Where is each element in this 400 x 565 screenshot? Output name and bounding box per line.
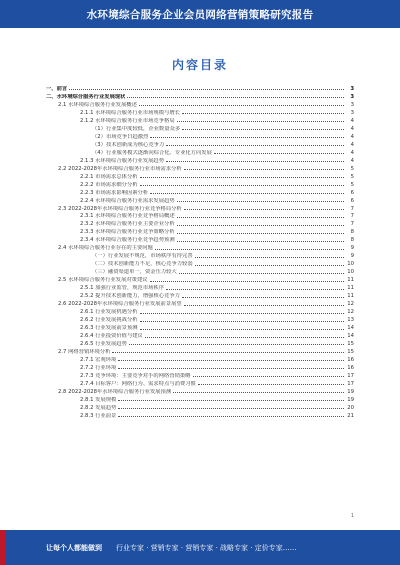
toc-entry-title: （4）行业服务模式逐渐向综合化、专业化方向发展 [92, 149, 212, 156]
toc-entry-title: 2.7.3 竞争环境：主要竞争对手的网络营销策略 [80, 372, 191, 379]
page-number: 1 [350, 513, 354, 519]
toc-dot-leader [118, 360, 344, 361]
toc-dot-leader [155, 249, 344, 250]
toc-dot-leader [118, 408, 344, 409]
toc-entry[interactable] [46, 363, 354, 371]
toc-entry-page: 17 [347, 372, 354, 379]
toc-entry-title: 2.4 水环境综合服务行业存在的主要问题 [58, 245, 153, 252]
toc-entry[interactable] [46, 323, 354, 331]
toc-entry[interactable] [46, 196, 354, 204]
toc-entry-page: 4 [350, 157, 354, 164]
toc-dot-leader [140, 329, 344, 330]
toc-entry-title: 2.8 2022-2028年水环境综合服务行业发展预测 [58, 388, 172, 395]
toc-entry-page: 5 [350, 181, 354, 188]
toc-dot-leader [198, 384, 344, 385]
toc-dot-leader [145, 337, 344, 338]
toc-dot-leader [184, 305, 344, 306]
toc-entry[interactable] [46, 235, 354, 243]
toc-dot-leader [140, 177, 344, 178]
toc-entry-title: 2.2.1 市场需求总体分析 [80, 173, 138, 180]
toc-entry-title: （1）行业集中度较低，企业数量众多 [92, 125, 181, 132]
toc-entry-title: （2）市场竞争日趋激烈 [92, 133, 149, 140]
toc-dot-leader [214, 153, 344, 154]
toc-entry-page: 3 [350, 109, 354, 116]
toc-entry[interactable] [46, 251, 354, 259]
toc-dot-leader [112, 352, 344, 353]
toc-entry[interactable] [46, 100, 354, 108]
toc-dot-leader [184, 169, 344, 170]
toc-entry-title: 2.6.2 行业发展挑战分析 [80, 317, 138, 324]
toc-entry-page: 4 [350, 125, 354, 132]
toc-dot-leader [177, 217, 344, 218]
toc-dot-leader [182, 113, 344, 114]
toc-dot-leader [129, 344, 344, 345]
toc-entry-title: 2.2.4 水环境综合服务行业需求发展趋势 [80, 197, 175, 204]
toc-entry[interactable] [46, 291, 354, 299]
toc-dot-leader [166, 161, 344, 162]
toc-entry[interactable] [46, 315, 354, 323]
toc-entry[interactable] [46, 339, 354, 347]
toc-entry-page: 8 [350, 229, 354, 236]
toc-dot-leader [150, 193, 344, 194]
toc-entry-page: 3 [350, 85, 354, 92]
toc-entry[interactable] [46, 347, 354, 355]
toc-entry[interactable] [46, 204, 354, 212]
toc-entry-page: 10 [347, 269, 354, 276]
toc-entry-page: 12 [347, 301, 354, 308]
toc-entry[interactable] [46, 212, 354, 220]
toc-entry-title: 2.2.3 市场需求影响因素分析 [80, 189, 149, 196]
toc-entry-title: 2.7.2 行业环境 [80, 364, 117, 371]
toc-entry[interactable] [46, 124, 354, 132]
toc-dot-leader [177, 233, 344, 234]
toc-entry-title: 2.1.2 水环境综合服务行业市场竞争格局 [80, 117, 175, 124]
toc-dot-leader [177, 121, 344, 122]
toc-entry[interactable] [46, 148, 354, 156]
toc-entry-title: 2.2 2022-2028年水环境综合服务行业市场需求分析 [58, 165, 182, 172]
toc-entry-title: 2.8.1 发展规模 [80, 396, 117, 403]
toc-entry-title: 2.5.1 加强行业监管，规范市场秩序 [80, 285, 165, 292]
report-title: 水环境综合服务企业会员网络营销策略研究报告 [86, 8, 314, 21]
report-header-bar [0, 0, 400, 28]
toc-entry[interactable] [46, 140, 354, 148]
table-of-contents [46, 84, 354, 419]
toc-entry-page: 19 [347, 396, 354, 403]
toc-entry-page: 6 [350, 189, 354, 196]
toc-entry-page: 13 [347, 317, 354, 324]
toc-entry-title: （3）技术创新成为核心竞争力 [92, 141, 165, 148]
toc-entry[interactable] [46, 84, 354, 92]
toc-entry[interactable] [46, 355, 354, 363]
toc-entry-title: 2.7.1 宏观环境 [80, 356, 117, 363]
toc-entry-page: 19 [347, 388, 354, 395]
toc-entry[interactable] [46, 227, 354, 235]
toc-dot-leader [166, 289, 344, 290]
toc-entry[interactable] [46, 219, 354, 227]
toc-entry-page: 3 [350, 93, 354, 100]
toc-entry-title: （二）技术创新能力不足，核心竞争力较弱 [92, 261, 193, 268]
toc-entry-page: 14 [347, 325, 354, 332]
toc-entry[interactable] [46, 379, 354, 387]
toc-dot-leader [182, 297, 344, 298]
toc-entry[interactable] [46, 403, 354, 411]
toc-entry-title: 2.7.4 目标客户：网络行为、需求特点与消费习惯 [80, 380, 196, 387]
toc-entry-page: 7 [350, 221, 354, 228]
toc-entry[interactable] [46, 387, 354, 395]
toc-entry[interactable] [46, 259, 354, 267]
toc-entry-page: 16 [347, 364, 354, 371]
toc-dot-leader [150, 281, 344, 282]
toc-entry[interactable] [46, 132, 354, 140]
toc-entry-page: 6 [350, 197, 354, 204]
toc-dot-leader [140, 185, 344, 186]
toc-entry-title: 2.6.5 行业发展趋势 [80, 340, 127, 347]
toc-entry-title: 2.5 水环境综合服务行业发展对策建议 [58, 277, 148, 284]
toc-entry-title: 2.5.2 提升技术创新能力，增强核心竞争力 [80, 293, 180, 300]
toc-dot-leader [182, 129, 344, 130]
toc-entry[interactable] [46, 299, 354, 307]
toc-dot-leader [118, 400, 344, 401]
toc-entry[interactable] [46, 275, 354, 283]
toc-entry[interactable] [46, 411, 354, 419]
toc-entry-title: 2.6 2022-2028年水环境综合服务行业发展前景展望 [58, 301, 182, 308]
toc-entry-page: 16 [347, 356, 354, 363]
toc-dot-leader [195, 257, 344, 258]
toc-entry-page: 4 [350, 141, 354, 148]
toc-dot-leader [177, 201, 344, 202]
toc-entry-page: 4 [350, 133, 354, 140]
toc-entry[interactable] [46, 307, 354, 315]
toc-entry-page: 11 [347, 285, 354, 292]
toc-dot-leader [140, 313, 344, 314]
toc-dot-leader [177, 225, 344, 226]
toc-entry-title: 2.2.2 市场需求细分分析 [80, 181, 138, 188]
toc-dot-leader [150, 137, 344, 138]
toc-dot-leader [193, 376, 344, 377]
toc-entry-title: 2.6.3 行业发展前景预测 [80, 325, 138, 332]
toc-entry-page: 15 [347, 348, 354, 355]
toc-dot-leader [173, 392, 344, 393]
toc-entry-title: 2.3 2022-2028年水环境综合服务行业竞争格局分析 [58, 205, 182, 212]
toc-entry-page: 4 [350, 149, 354, 156]
toc-entry-title: 二、水环境综合服务行业发展现状 [46, 93, 126, 100]
toc-entry-page: 8 [350, 237, 354, 244]
toc-dot-leader [166, 145, 344, 146]
toc-entry-page: 5 [350, 165, 354, 172]
toc-dot-leader [118, 416, 344, 417]
toc-entry-title: 2.3.4 水环境综合服务行业竞争趋势预测 [80, 237, 175, 244]
toc-entry-page: 7 [350, 205, 354, 212]
toc-entry-title: 2.8.2 发展趋势 [80, 404, 117, 411]
toc-entry-title: 2.7 网络营销环境分析 [58, 348, 111, 355]
toc-heading: 内容目录 [171, 58, 228, 72]
toc-entry[interactable] [46, 108, 354, 116]
toc-entry-page: 17 [347, 380, 354, 387]
toc-entry[interactable] [46, 180, 354, 188]
toc-entry[interactable] [46, 188, 354, 196]
toc-entry[interactable] [46, 172, 354, 180]
toc-entry[interactable] [46, 243, 354, 251]
toc-entry-page: 7 [350, 213, 354, 220]
toc-entry[interactable] [46, 371, 354, 379]
toc-entry-page: 10 [347, 261, 354, 268]
toc-entry-page: 12 [347, 309, 354, 316]
toc-dot-leader [69, 89, 344, 90]
toc-dot-leader [177, 241, 344, 242]
toc-entry[interactable] [46, 116, 354, 124]
toc-entry-title: 2.3.3 水环境综合服务行业竞争策略分析 [80, 229, 175, 236]
toc-entry-title: 2.6.1 行业发展机遇分析 [80, 309, 138, 316]
toc-entry-page: 3 [350, 101, 354, 108]
toc-dot-leader [118, 368, 344, 369]
toc-dot-leader [179, 273, 344, 274]
footer-slogan-text: 行业专家 · 营销专家 · 营销专家 · 战略专家 · 定价专家…… [116, 543, 297, 552]
toc-entry-title: 2.3.1 水环境综合服务行业竞争格局概述 [80, 213, 175, 220]
toc-entry-page: 20 [347, 404, 354, 411]
toc-entry-title: （三）融资渠道单一，资金压力较大 [92, 269, 177, 276]
toc-dot-leader [184, 209, 344, 210]
toc-dot-leader [195, 265, 344, 266]
toc-entry-page: 11 [347, 293, 354, 300]
footer-accent-stripe [0, 530, 6, 565]
toc-entry-page: 11 [347, 277, 354, 284]
toc-entry-page: 15 [347, 340, 354, 347]
toc-entry-title: 2.1 水环境综合服务行业发展概述 [58, 101, 137, 108]
toc-dot-leader [127, 97, 344, 98]
toc-entry[interactable] [46, 164, 354, 172]
toc-entry-title: 2.6.4 行业投资价值与建议 [80, 333, 143, 339]
toc-entry-title: 2.8.3 行业前景 [80, 412, 117, 419]
toc-entry-page: 14 [347, 333, 354, 339]
toc-dot-leader [139, 105, 344, 106]
toc-entry-title: 2.3.2 水环境综合服务行业主要企业分析 [80, 221, 175, 228]
toc-entry-title: 2.1.1 水环境综合服务行业市场规模与增长 [80, 109, 180, 116]
footer-brand-text: 让每个人都能做到 [46, 543, 102, 552]
toc-entry-title: 一、前言 [46, 85, 68, 92]
toc-entry-title: 2.1.3 水环境综合服务行业发展趋势 [80, 157, 165, 164]
toc-entry-page: 9 [350, 253, 354, 260]
toc-entry[interactable] [46, 267, 354, 275]
report-footer-bar [0, 530, 400, 565]
toc-entry[interactable] [46, 395, 354, 403]
toc-entry[interactable] [46, 283, 354, 291]
toc-entry-page: 9 [350, 245, 354, 252]
toc-entry[interactable] [46, 156, 354, 164]
toc-dot-leader [140, 321, 344, 322]
toc-entry[interactable] [46, 331, 354, 339]
toc-entry-page: 5 [350, 173, 354, 180]
toc-entry-page: 4 [350, 117, 354, 124]
toc-entry-title: （一）行业发展不规范，市场秩序有待完善 [92, 253, 193, 260]
toc-entry-page: 21 [347, 412, 354, 419]
toc-entry[interactable] [46, 92, 354, 100]
